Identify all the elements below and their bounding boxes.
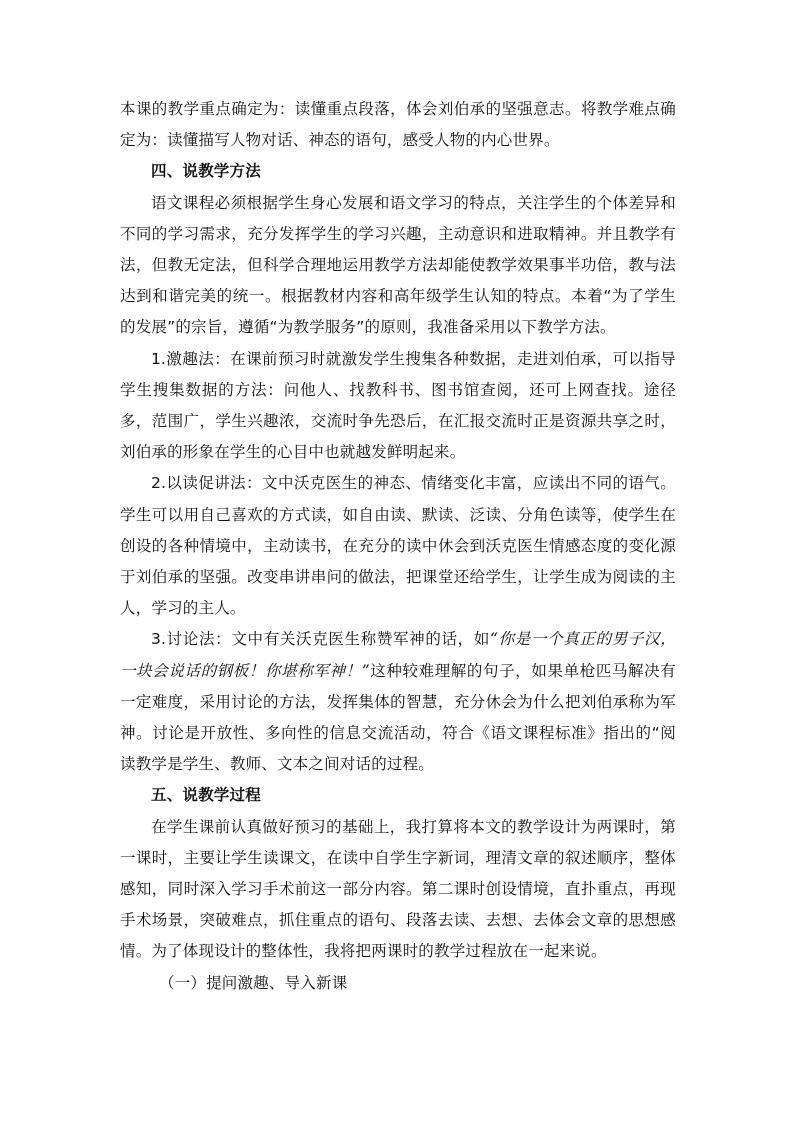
paragraph-method-reading: 2.以读促讲法：文中沃克医生的神态、情绪变化丰富，应读出不同的语气。学生可以用自己喜欢的方式读，如自由读、默读、泛读、分角色读等，使学生在创设的各种情境中，主动读书，在充分的读中休会到沃克医生情感态度的变化源于刘伯承的坚强。改变串讲串问的做法，把课堂还给学生，让学生成为阅读的主人，学习的主人。	[120, 474, 676, 618]
section-heading-teaching-process: 五、说教学过程	[151, 786, 261, 805]
discussion-text-start: 3.讨论法：文中有关沃克医生称赞军神的话，如	[151, 630, 491, 649]
paragraph-process-intro: 在学生课前认真做好预习的基础上，我打算将本文的教学设计为两课时，第一课时，主要让学生读课文，在读中自学生字新词，理清文章的叙述顺序，整体感知，同时深入学习手术前这一部分内容。第二课时创设情境，直扑重点，再现手术场景，突破难点，抓住重点的语句、段落去读、去想、去体会文章的思想感情。为了体现设计的整体性，我将把两课时的教学过程放在一起来说。	[120, 817, 676, 961]
paragraph-method-interest: 1.激趣法：在课前预习时就激发学生搜集各种数据，走进刘伯承，可以指导学生搜集数据的方法：问他人、找教科书、图书馆查阅，还可上网查找。途径多，范围广，学生兴趣浓，交流时争先恐后，在汇报交流时正是资源共享之时，刘伯承的形象在学生的心目中也就越发鲜明起来。	[120, 349, 676, 462]
subsection-heading-introduction: （一）提问激趣、导入新课	[159, 973, 348, 992]
doctor-quote: “你是一个真正的男子汉，一块会说话的钢板！你堪称军神！”	[120, 630, 676, 680]
section-heading-teaching-methods: 四、说教学方法	[151, 162, 261, 181]
paragraph-teaching-focus: 本课的教学重点确定为：读懂重点段落，体会刘伯承的坚强意志。将教学难点确定为：读懂描写人物对话、神态的语句，感受人物的内心世界。	[120, 100, 676, 150]
document-body	[120, 94, 676, 999]
paragraph-methods-intro: 语文课程必须根据学生身心发展和语文学习的特点，关注学生的个体差异和不同的学习需求，充分发挥学生的学习兴趣，主动意识和进取精神。并且教学有法，但教无定法，但科学合理地运用教学方法却能使教学效果事半功倍，教与法达到和谐完美的统一。根据教材内容和高年级学生认知的特点。本着“为了学生的发展”的宗旨，遵循“为教学服务”的原则，我准备采用以下教学方法。	[120, 193, 676, 337]
paragraph-method-discussion	[120, 624, 676, 780]
discussion-text-end: 这种较难理解的句子，如果单枪匹马解决有一定难度，采用讨论的方法，发挥集体的智慧，充分休会为什么把刘伯承称为军神。讨论是开放性、多向性的信息交流活动，符合《语文课程标准》指出的“阅读教学是学生、教师、文本之间对话的过程。	[120, 661, 676, 774]
